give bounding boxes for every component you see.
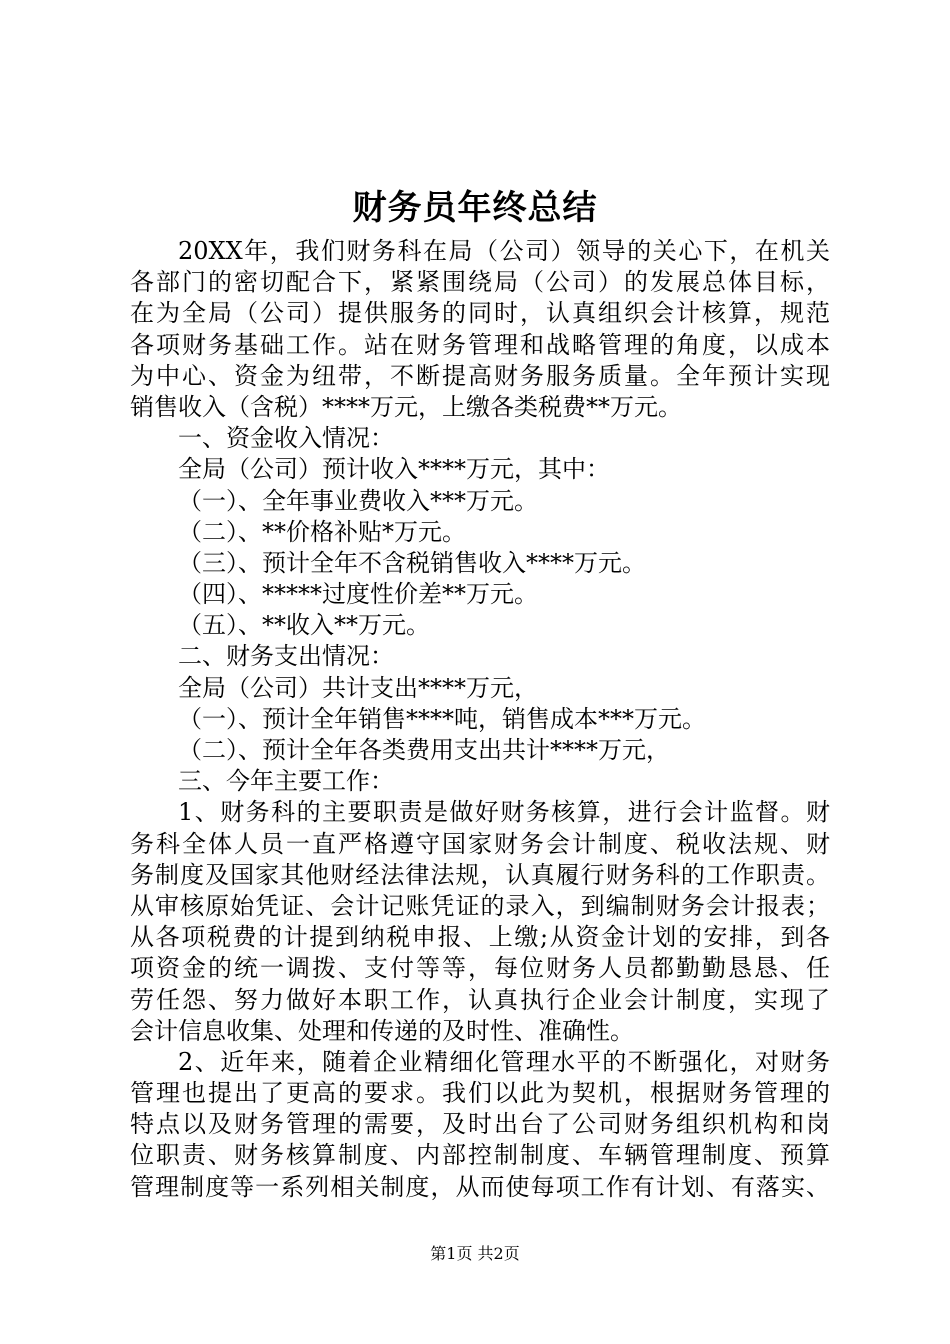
text-line: 在为全局（公司）提供服务的同时，认真组织会计核算，规范 [130,299,830,328]
text-line: 管理制度等一系列相关制度，从而使每项工作有计划、有落实、 [130,1172,830,1201]
section-heading: 三、今年主要工作： [178,767,394,796]
text-line: 全局（公司）共计支出****万元， [178,673,538,702]
list-item: （一）、全年事业费收入***万元。 [178,486,538,515]
list-item: （四）、*****过度性价差**万元。 [178,580,538,609]
text-line: 从各项税费的计提到纳税申报、上缴;从资金计划的安排，到各 [130,923,830,952]
list-item: （一）、预计全年销售****吨，销售成本***万元。 [178,704,706,733]
text-line: 全局（公司）预计收入****万元，其中： [178,455,610,484]
text-line: 为中心、资金为纽带，不断提高财务服务质量。全年预计实现 [130,361,830,390]
text-line: 各项财务基础工作。站在财务管理和战略管理的角度，以成本 [130,330,830,359]
list-item: （五）、**收入**万元。 [178,611,430,640]
text-line: 销售收入（含税）****万元，上缴各类税费**万元。 [130,392,682,421]
section-heading: 二、财务支出情况： [178,642,394,671]
text-line: 位职责、财务核算制度、内部控制制度、车辆管理制度、预算 [130,1141,830,1170]
text-line: 会计信息收集、处理和传递的及时性、准确性。 [130,1016,634,1045]
text-line: 劳任怨、努力做好本职工作，认真执行企业会计制度，实现了 [130,985,830,1014]
text-line: 项资金的统一调拨、支付等等，每位财务人员都勤勤恳恳、任 [130,954,830,983]
page-footer: 第1页 共2页 [430,1244,520,1263]
section-heading: 一、资金收入情况： [178,424,394,453]
text-line: 各部门的密切配合下，紧紧围绕局（公司）的发展总体目标， [130,268,830,297]
list-item: （二）、**价格补贴*万元。 [178,517,466,546]
text-line: 务科全体人员一直严格遵守国家财务会计制度、税收法规、财 [130,829,830,858]
document-title: 财务员年终总结 [352,188,598,228]
document-body [130,236,830,1203]
text-line: 务制度及国家其他财经法律法规，认真履行财务科的工作职责。 [130,860,830,889]
text-line: 20XX年，我们财务科在局（公司）领导的关心下，在机关 [178,237,830,265]
list-item: （二）、预计全年各类费用支出共计****万元， [178,736,670,764]
text-line: 1、财务科的主要职责是做好财务核算，进行会计监督。财 [178,798,830,827]
text-line: 2、近年来，随着企业精细化管理水平的不断强化，对财务 [178,1047,830,1076]
list-item: （三）、预计全年不含税销售收入****万元。 [178,548,646,577]
text-line: 特点以及财务管理的需要，及时出台了公司财务组织机构和岗 [130,1110,830,1139]
text-line: 管理也提出了更高的要求。我们以此为契机，根据财务管理的 [130,1079,830,1108]
text-line: 从审核原始凭证、会计记账凭证的录入，到编制财务会计报表； [130,891,830,920]
